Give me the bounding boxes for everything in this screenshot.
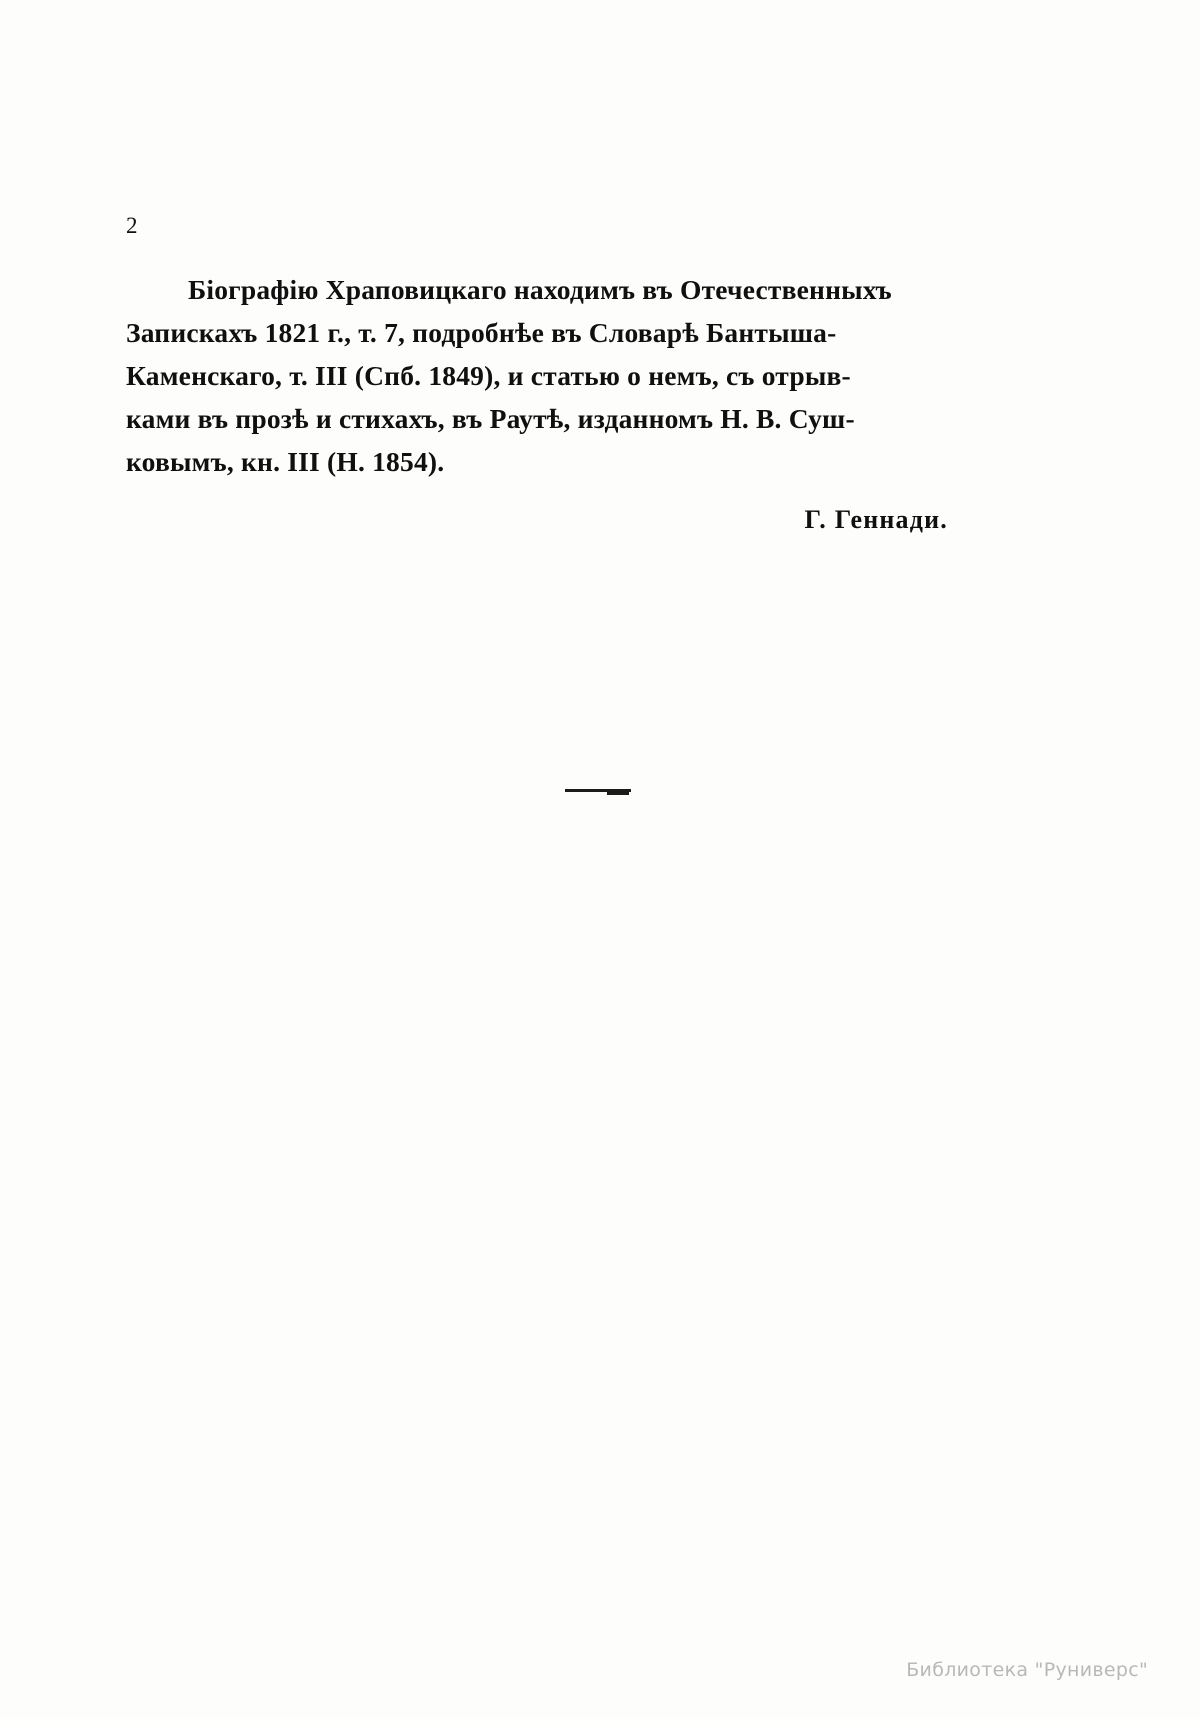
paragraph-line: Запискахъ 1821 г., т. 7, подробнѣе въ Словарѣ Бантыша-	[126, 317, 837, 348]
author-signature: Г. Геннади.	[804, 505, 948, 534]
paragraph-line: ками въ прозѣ и стихахъ, въ Раутѣ, изданномъ Н. В. Суш-	[126, 403, 855, 434]
paragraph	[126, 268, 1066, 483]
paragraph-line: Біографію Храповицкаго находимъ въ Отечественныхъ	[188, 274, 892, 305]
paragraph-line: ковымъ, кн. III (Н. 1854).	[126, 446, 445, 477]
library-watermark: Библиотека "Руниверс"	[906, 1659, 1148, 1681]
page-number: 2	[126, 213, 138, 238]
body-text-block	[126, 268, 1066, 483]
section-divider-rule	[565, 789, 631, 792]
paragraph-line: Каменскаго, т. III (Спб. 1849), и статью о немъ, съ отрыв-	[126, 360, 851, 391]
